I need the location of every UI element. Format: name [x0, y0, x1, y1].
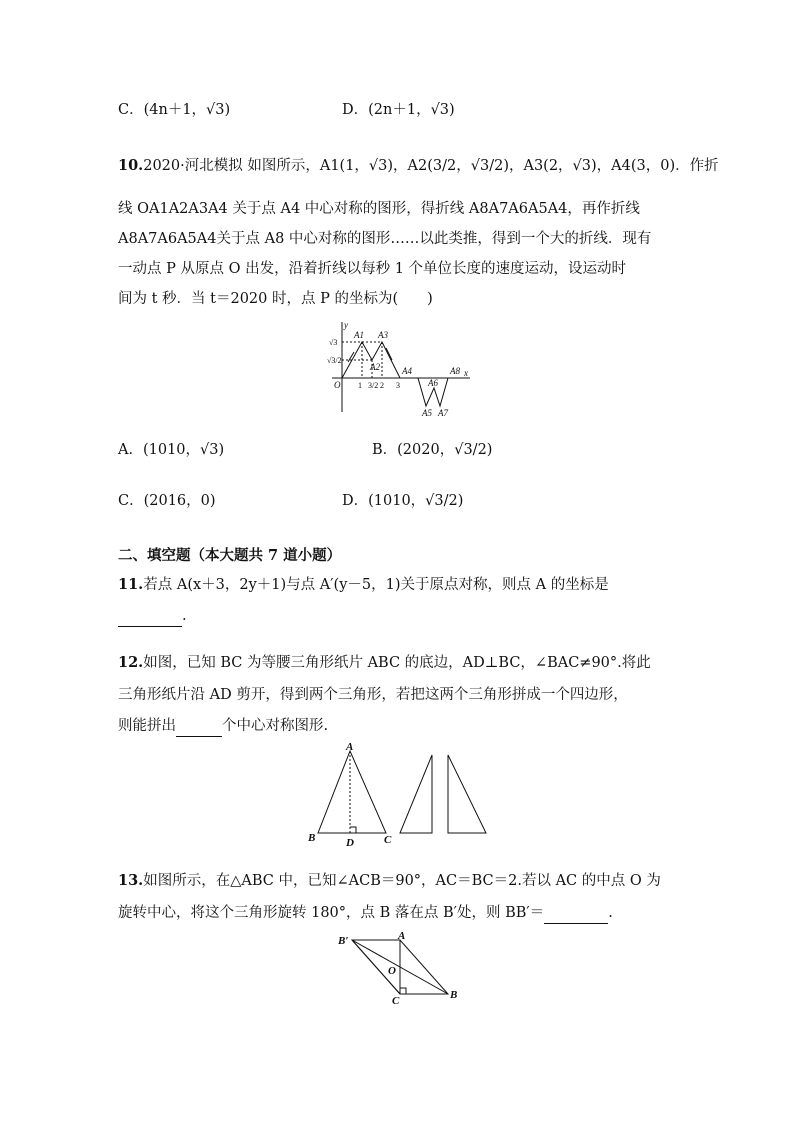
q13-rotation-figure	[336, 930, 466, 1006]
fig10-label-a1: A1	[354, 330, 364, 340]
fig10-label-a4: A4	[402, 366, 412, 376]
q13-number: 13.	[118, 872, 144, 889]
fig10-label-a6: A6	[428, 378, 438, 388]
fig10-label-a3: A3	[378, 330, 388, 340]
q10-stem-line4: 一动点 P 从原点 O 出发，沿着折线以每秒 1 个单位长度的速度运动，设运动时	[118, 261, 627, 277]
q12-number: 12.	[118, 654, 144, 671]
q12-answer-blank[interactable]	[176, 716, 222, 737]
fig10-tick-2: 2	[380, 381, 384, 390]
q12-line2: 三角形纸片沿 AD 剪开，得到两个三角形，若把这两个三角形拼成一个四边形，	[118, 687, 628, 703]
q12-line1: 12.如图，已知 BC 为等腰三角形纸片 ABC 的底边，AD⊥BC，∠BAC≠90°.将此	[118, 654, 651, 671]
q11-answer-blank[interactable]	[118, 606, 182, 627]
fig10-ytick-sqrt3-2: √3/2	[327, 356, 342, 365]
q9-option-c: C．(4n＋1，√3)	[118, 102, 231, 118]
q11-answer-line: .	[118, 606, 187, 627]
fig10-tick-3: 3	[396, 381, 400, 390]
fig10-label-x: x	[464, 368, 468, 378]
section-heading-fill-in: 二、填空题（本大题共 7 道小题）	[118, 547, 342, 564]
q10-stem-line1: 10.2020·河北模拟 如图所示，A1(1，√3)，A2(3/2，√3/2)，A3(2，√3)，A4(3，0)．作折	[118, 157, 719, 174]
q10-option-d: D．(1010，√3/2)	[342, 493, 464, 509]
q11-stem: 11.若点 A(x＋3，2y＋1)与点 A′(y－5，1)关于原点对称，则点 A 的坐标是	[118, 576, 609, 593]
fig10-label-a7: A7	[438, 408, 448, 418]
fig13-label-b: B	[450, 989, 458, 1001]
fig12-label-b: B	[308, 832, 316, 844]
q12-triangle-figure	[304, 741, 494, 849]
fig13-label-bprime: B′	[338, 935, 349, 947]
q10-number: 10.	[118, 157, 144, 174]
fig12-label-c: C	[384, 834, 392, 846]
q10-stem-line5: 间为 t 秒．当 t＝2020 时，点 P 的坐标为( )	[118, 291, 433, 307]
fig10-label-o: O	[334, 380, 341, 390]
q10-polyline-figure	[326, 318, 476, 418]
q13-line1: 13.如图所示，在△ABC 中，已知∠ACB＝90°，AC＝BC＝2.若以 AC 的中点 O 为	[118, 872, 661, 889]
fig10-label-a8: A8	[450, 366, 460, 376]
q9-option-d: D．(2n＋1，√3)	[342, 102, 455, 118]
fig12-label-d: D	[346, 837, 354, 849]
fig10-tick-1: 1	[358, 381, 362, 390]
q10-option-a: A．(1010，√3)	[118, 442, 225, 458]
q12-line3: 则能拼出 个中心对称图形.	[118, 716, 328, 737]
q10-option-b: B．(2020，√3/2)	[372, 442, 493, 458]
fig10-label-a2: A2	[370, 362, 380, 372]
q11-number: 11.	[118, 576, 144, 593]
fig10-tick-3-2: 3/2	[368, 381, 379, 390]
q13-line2: 旋转中心，将这个三角形旋转 180°，点 B 落在点 B′处，则 BB′＝ .	[118, 903, 613, 924]
fig10-label-y: y	[344, 320, 348, 330]
fig10-ytick-sqrt3: √3	[329, 338, 338, 347]
fig13-label-o: O	[388, 965, 396, 977]
q10-option-c: C．(2016，0)	[118, 493, 216, 509]
fig10-label-a5: A5	[422, 408, 432, 418]
q13-answer-blank[interactable]	[544, 903, 608, 924]
fig13-label-c: C	[392, 995, 400, 1006]
q10-stem-line3: A8A7A6A5A4关于点 A8 中心对称的图形……以此类推，得到一个大的折线．现有	[118, 231, 652, 247]
q10-stem-line2: 线 OA1A2A3A4 关于点 A4 中心对称的图形，得折线 A8A7A6A5A4，再作折线	[118, 201, 640, 217]
fig13-label-a: A	[398, 930, 406, 942]
fig12-label-a: A	[346, 741, 354, 753]
